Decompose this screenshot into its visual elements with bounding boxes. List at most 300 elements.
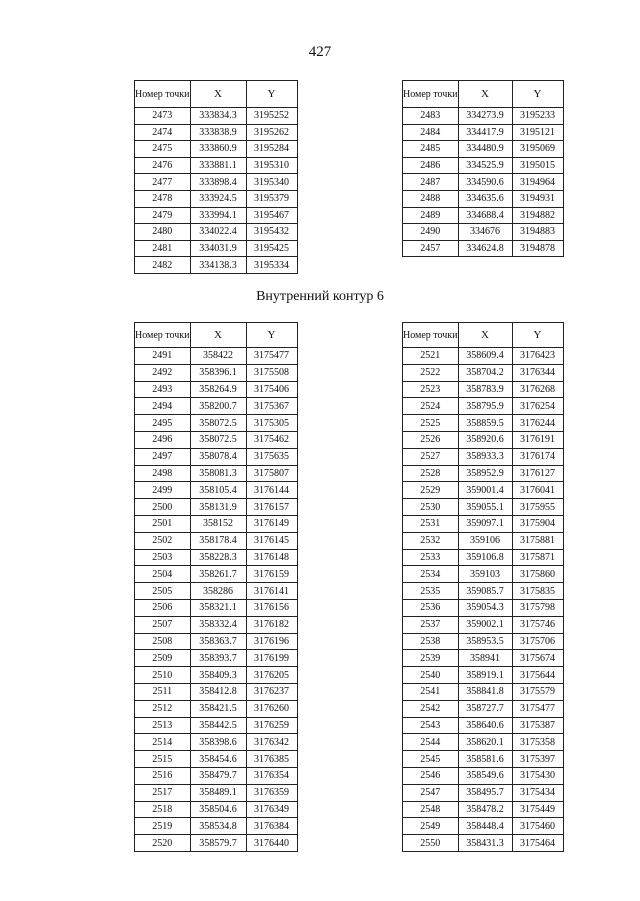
point-number-cell: 2502: [135, 532, 191, 549]
x-coordinate-cell: 358549.6: [458, 767, 512, 784]
y-coordinate-cell: 3195379: [246, 190, 297, 207]
y-coordinate-cell: 3176145: [246, 532, 297, 549]
x-coordinate-cell: 358152: [190, 515, 246, 532]
table-row: [135, 499, 298, 516]
point-number-cell: 2483: [403, 108, 459, 125]
point-number-cell: 2529: [403, 482, 459, 499]
table-row: [403, 683, 564, 700]
y-coordinate-cell: 3176359: [246, 784, 297, 801]
point-number-cell: 2496: [135, 431, 191, 448]
x-coordinate-cell: 333834.3: [190, 108, 246, 125]
table-row: [135, 818, 298, 835]
table-row: [403, 734, 564, 751]
y-header: Y: [512, 323, 563, 348]
x-coordinate-cell: 334624.8: [458, 240, 512, 257]
point-number-cell: 2511: [135, 683, 191, 700]
y-coordinate-cell: 3195284: [246, 141, 297, 158]
x-coordinate-cell: 358422: [190, 348, 246, 365]
point-number-cell: 2479: [135, 207, 191, 224]
y-coordinate-cell: 3176174: [512, 448, 563, 465]
table-row: [403, 499, 564, 516]
table-row: [135, 835, 298, 852]
y-coordinate-cell: 3176205: [246, 667, 297, 684]
y-coordinate-cell: 3175406: [246, 381, 297, 398]
table-row: [403, 415, 564, 432]
x-coordinate-cell: 358448.4: [458, 818, 512, 835]
x-coordinate-cell: 358579.7: [190, 835, 246, 852]
x-coordinate-cell: 358131.9: [190, 499, 246, 516]
y-coordinate-cell: 3176423: [512, 348, 563, 365]
point-number-cell: 2526: [403, 431, 459, 448]
y-coordinate-cell: 3176259: [246, 717, 297, 734]
point-number-header: Номер точки: [135, 81, 191, 108]
table-row: [403, 700, 564, 717]
table-row: [135, 532, 298, 549]
x-coordinate-cell: 358534.8: [190, 818, 246, 835]
y-coordinate-cell: 3175635: [246, 448, 297, 465]
point-number-cell: 2484: [403, 124, 459, 141]
y-coordinate-cell: 3176237: [246, 683, 297, 700]
y-coordinate-cell: 3194878: [512, 240, 563, 257]
y-coordinate-cell: 3195432: [246, 224, 297, 241]
point-number-cell: 2546: [403, 767, 459, 784]
x-coordinate-cell: 333881.1: [190, 157, 246, 174]
point-number-cell: 2539: [403, 650, 459, 667]
point-number-cell: 2494: [135, 398, 191, 415]
table-row: [403, 515, 564, 532]
x-coordinate-cell: 358727.7: [458, 700, 512, 717]
table-row: [403, 549, 564, 566]
y-coordinate-cell: 3175462: [246, 431, 297, 448]
y-coordinate-cell: 3175358: [512, 734, 563, 751]
point-number-header: Номер точки: [135, 323, 191, 348]
point-number-cell: 2482: [135, 257, 191, 274]
y-coordinate-cell: 3195252: [246, 108, 297, 125]
table-header-row: [403, 81, 564, 108]
table-row: [135, 364, 298, 381]
y-header: Y: [512, 81, 563, 108]
table-row: [135, 717, 298, 734]
point-number-cell: 2509: [135, 650, 191, 667]
point-number-cell: 2498: [135, 465, 191, 482]
x-coordinate-cell: 334031.9: [190, 240, 246, 257]
x-coordinate-cell: 358421.5: [190, 700, 246, 717]
table-row: [403, 240, 564, 257]
x-coordinate-cell: 358442.5: [190, 717, 246, 734]
point-number-cell: 2531: [403, 515, 459, 532]
x-coordinate-cell: 358920.6: [458, 431, 512, 448]
x-coordinate-cell: 358072.5: [190, 415, 246, 432]
point-number-cell: 2499: [135, 482, 191, 499]
point-number-cell: 2457: [403, 240, 459, 257]
point-number-cell: 2522: [403, 364, 459, 381]
x-coordinate-cell: 358332.4: [190, 616, 246, 633]
y-coordinate-cell: 3176440: [246, 835, 297, 852]
x-coordinate-cell: 359103: [458, 566, 512, 583]
table-row: [135, 257, 298, 274]
table-row: [135, 482, 298, 499]
table-row: [135, 124, 298, 141]
table-row: [135, 431, 298, 448]
y-coordinate-cell: 3195467: [246, 207, 297, 224]
point-number-cell: 2475: [135, 141, 191, 158]
y-coordinate-cell: 3195262: [246, 124, 297, 141]
y-coordinate-cell: 3176199: [246, 650, 297, 667]
table-row: [403, 381, 564, 398]
table-row: [135, 240, 298, 257]
x-coordinate-cell: 358363.7: [190, 633, 246, 650]
point-number-cell: 2540: [403, 667, 459, 684]
page-number: 427: [308, 44, 332, 60]
x-coordinate-cell: 358178.4: [190, 532, 246, 549]
x-coordinate-cell: 333860.9: [190, 141, 246, 158]
table-header-row: [403, 323, 564, 348]
table-row: [403, 448, 564, 465]
table-row: [135, 650, 298, 667]
y-coordinate-cell: 3176191: [512, 431, 563, 448]
point-number-cell: 2506: [135, 599, 191, 616]
point-number-cell: 2530: [403, 499, 459, 516]
table-row: [403, 818, 564, 835]
y-coordinate-cell: 3194882: [512, 207, 563, 224]
point-number-cell: 2515: [135, 751, 191, 768]
x-header: X: [458, 323, 512, 348]
table-row: [135, 767, 298, 784]
y-coordinate-cell: 3194883: [512, 224, 563, 241]
point-number-cell: 2541: [403, 683, 459, 700]
x-coordinate-cell: 359001.4: [458, 482, 512, 499]
x-coordinate-cell: 358393.7: [190, 650, 246, 667]
y-coordinate-cell: 3175955: [512, 499, 563, 516]
point-number-cell: 2548: [403, 801, 459, 818]
y-coordinate-cell: 3175477: [246, 348, 297, 365]
x-coordinate-cell: 358620.1: [458, 734, 512, 751]
x-coordinate-cell: 359097.1: [458, 515, 512, 532]
point-number-cell: 2533: [403, 549, 459, 566]
table-row: [403, 599, 564, 616]
x-coordinate-cell: 334273.9: [458, 108, 512, 125]
y-coordinate-cell: 3194964: [512, 174, 563, 191]
y-coordinate-cell: 3176157: [246, 499, 297, 516]
y-coordinate-cell: 3175464: [512, 835, 563, 852]
table-row: [403, 633, 564, 650]
x-header: X: [458, 81, 512, 108]
y-coordinate-cell: 3175746: [512, 616, 563, 633]
table-row: [135, 784, 298, 801]
table-row: [135, 348, 298, 365]
x-coordinate-cell: 358489.1: [190, 784, 246, 801]
y-coordinate-cell: 3175674: [512, 650, 563, 667]
y-coordinate-cell: 3176349: [246, 801, 297, 818]
table-row: [135, 667, 298, 684]
table-row: [135, 616, 298, 633]
point-number-cell: 2518: [135, 801, 191, 818]
y-coordinate-cell: 3176260: [246, 700, 297, 717]
y-coordinate-cell: 3175367: [246, 398, 297, 415]
table-row: [403, 784, 564, 801]
y-coordinate-cell: 3176182: [246, 616, 297, 633]
table-row: [403, 650, 564, 667]
x-coordinate-cell: 358261.7: [190, 566, 246, 583]
point-number-cell: 2544: [403, 734, 459, 751]
point-number-cell: 2486: [403, 157, 459, 174]
y-coordinate-cell: 3195121: [512, 124, 563, 141]
table-row: [135, 633, 298, 650]
y-coordinate-cell: 3175477: [512, 700, 563, 717]
table-row: [135, 515, 298, 532]
x-coordinate-cell: 334590.6: [458, 174, 512, 191]
table-row: [403, 583, 564, 600]
y-coordinate-cell: 3176156: [246, 599, 297, 616]
point-number-cell: 2487: [403, 174, 459, 191]
x-coordinate-cell: 358640.6: [458, 717, 512, 734]
point-number-cell: 2497: [135, 448, 191, 465]
x-coordinate-cell: 334525.9: [458, 157, 512, 174]
x-coordinate-cell: 334688.4: [458, 207, 512, 224]
table-row: [135, 157, 298, 174]
y-coordinate-cell: 3175305: [246, 415, 297, 432]
point-number-cell: 2473: [135, 108, 191, 125]
y-coordinate-cell: 3175807: [246, 465, 297, 482]
table-row: [403, 616, 564, 633]
x-coordinate-cell: 334138.3: [190, 257, 246, 274]
x-coordinate-cell: 358200.7: [190, 398, 246, 415]
point-number-cell: 2477: [135, 174, 191, 191]
table-row: [403, 124, 564, 141]
x-coordinate-cell: 334480.9: [458, 141, 512, 158]
y-coordinate-cell: 3175871: [512, 549, 563, 566]
x-coordinate-cell: 358454.6: [190, 751, 246, 768]
x-coordinate-cell: 334022.4: [190, 224, 246, 241]
point-number-cell: 2532: [403, 532, 459, 549]
y-coordinate-cell: 3195425: [246, 240, 297, 257]
x-coordinate-cell: 358933.3: [458, 448, 512, 465]
point-number-cell: 2521: [403, 348, 459, 365]
table-row: [135, 583, 298, 600]
y-coordinate-cell: 3175835: [512, 583, 563, 600]
point-number-cell: 2520: [135, 835, 191, 852]
table-row: [135, 801, 298, 818]
coordinates-table-top-left: [134, 80, 298, 274]
point-number-cell: 2550: [403, 835, 459, 852]
y-coordinate-cell: 3176041: [512, 482, 563, 499]
point-number-cell: 2543: [403, 717, 459, 734]
point-number-cell: 2513: [135, 717, 191, 734]
point-number-cell: 2480: [135, 224, 191, 241]
point-number-cell: 2490: [403, 224, 459, 241]
x-coordinate-cell: 359085.7: [458, 583, 512, 600]
table-row: [403, 667, 564, 684]
point-number-cell: 2525: [403, 415, 459, 432]
x-coordinate-cell: 358704.2: [458, 364, 512, 381]
table-row: [135, 448, 298, 465]
y-coordinate-cell: 3176196: [246, 633, 297, 650]
table-row: [403, 532, 564, 549]
y-coordinate-cell: 3176354: [246, 767, 297, 784]
point-number-cell: 2545: [403, 751, 459, 768]
y-coordinate-cell: 3175860: [512, 566, 563, 583]
y-coordinate-cell: 3175449: [512, 801, 563, 818]
point-number-cell: 2516: [135, 767, 191, 784]
y-coordinate-cell: 3175387: [512, 717, 563, 734]
table-row: [135, 398, 298, 415]
x-coordinate-cell: 358409.3: [190, 667, 246, 684]
y-coordinate-cell: 3195233: [512, 108, 563, 125]
table-row: [403, 224, 564, 241]
x-coordinate-cell: 358581.6: [458, 751, 512, 768]
x-coordinate-cell: 359055.1: [458, 499, 512, 516]
table-row: [135, 599, 298, 616]
x-coordinate-cell: 333994.1: [190, 207, 246, 224]
table-row: [403, 482, 564, 499]
point-number-cell: 2476: [135, 157, 191, 174]
y-coordinate-cell: 3175881: [512, 532, 563, 549]
table-row: [403, 801, 564, 818]
point-number-cell: 2474: [135, 124, 191, 141]
y-coordinate-cell: 3176159: [246, 566, 297, 583]
x-coordinate-cell: 358105.4: [190, 482, 246, 499]
x-coordinate-cell: 358478.2: [458, 801, 512, 818]
x-coordinate-cell: 333838.9: [190, 124, 246, 141]
y-coordinate-cell: 3175397: [512, 751, 563, 768]
point-number-cell: 2495: [135, 415, 191, 432]
x-coordinate-cell: 359106.8: [458, 549, 512, 566]
point-number-cell: 2507: [135, 616, 191, 633]
x-coordinate-cell: 334417.9: [458, 124, 512, 141]
y-coordinate-cell: 3176149: [246, 515, 297, 532]
y-coordinate-cell: 3175430: [512, 767, 563, 784]
y-coordinate-cell: 3176144: [246, 482, 297, 499]
x-coordinate-cell: 358941: [458, 650, 512, 667]
table-row: [135, 108, 298, 125]
x-header: X: [190, 81, 246, 108]
x-coordinate-cell: 358952.9: [458, 465, 512, 482]
x-coordinate-cell: 359002.1: [458, 616, 512, 633]
x-coordinate-cell: 358859.5: [458, 415, 512, 432]
table-row: [403, 207, 564, 224]
x-coordinate-cell: 358264.9: [190, 381, 246, 398]
y-coordinate-cell: 3195015: [512, 157, 563, 174]
x-coordinate-cell: 358072.5: [190, 431, 246, 448]
y-coordinate-cell: 3176254: [512, 398, 563, 415]
y-coordinate-cell: 3175904: [512, 515, 563, 532]
point-number-cell: 2534: [403, 566, 459, 583]
table-row: [135, 465, 298, 482]
section-heading: Внутренний контур 6: [256, 289, 384, 304]
x-coordinate-cell: 358228.3: [190, 549, 246, 566]
table-row: [403, 108, 564, 125]
x-coordinate-cell: 334635.6: [458, 190, 512, 207]
table-row: [403, 465, 564, 482]
point-number-cell: 2488: [403, 190, 459, 207]
point-number-cell: 2537: [403, 616, 459, 633]
point-number-cell: 2504: [135, 566, 191, 583]
point-number-cell: 2505: [135, 583, 191, 600]
y-header: Y: [246, 323, 297, 348]
table-row: [135, 683, 298, 700]
x-coordinate-cell: 358495.7: [458, 784, 512, 801]
x-coordinate-cell: 358504.6: [190, 801, 246, 818]
x-coordinate-cell: 358953.5: [458, 633, 512, 650]
coordinates-table-bottom-left: [134, 322, 298, 852]
x-coordinate-cell: 358398.6: [190, 734, 246, 751]
table-row: [135, 190, 298, 207]
y-coordinate-cell: 3176268: [512, 381, 563, 398]
point-number-cell: 2500: [135, 499, 191, 516]
table-row: [135, 566, 298, 583]
table-header-row: [135, 81, 298, 108]
y-coordinate-cell: 3195310: [246, 157, 297, 174]
table-row: [403, 717, 564, 734]
table-header-row: [135, 323, 298, 348]
y-coordinate-cell: 3176384: [246, 818, 297, 835]
table-row: [403, 751, 564, 768]
table-row: [403, 174, 564, 191]
x-coordinate-cell: 358286: [190, 583, 246, 600]
x-coordinate-cell: 358396.1: [190, 364, 246, 381]
table-row: [403, 835, 564, 852]
point-number-cell: 2542: [403, 700, 459, 717]
x-coordinate-cell: 358431.3: [458, 835, 512, 852]
x-coordinate-cell: 358412.8: [190, 683, 246, 700]
table-row: [135, 141, 298, 158]
y-coordinate-cell: 3176344: [512, 364, 563, 381]
x-coordinate-cell: 358609.4: [458, 348, 512, 365]
table-row: [135, 381, 298, 398]
point-number-cell: 2519: [135, 818, 191, 835]
table-row: [403, 190, 564, 207]
y-coordinate-cell: 3195340: [246, 174, 297, 191]
table-row: [135, 700, 298, 717]
coordinates-table-top-right: [402, 80, 564, 257]
x-coordinate-cell: 334676: [458, 224, 512, 241]
y-coordinate-cell: 3176385: [246, 751, 297, 768]
y-coordinate-cell: 3176342: [246, 734, 297, 751]
y-coordinate-cell: 3176127: [512, 465, 563, 482]
x-coordinate-cell: 358919.1: [458, 667, 512, 684]
point-number-header: Номер точки: [403, 81, 459, 108]
point-number-cell: 2527: [403, 448, 459, 465]
point-number-cell: 2549: [403, 818, 459, 835]
point-number-cell: 2503: [135, 549, 191, 566]
table-row: [403, 566, 564, 583]
x-coordinate-cell: 358078.4: [190, 448, 246, 465]
y-coordinate-cell: 3175460: [512, 818, 563, 835]
table-row: [135, 549, 298, 566]
point-number-cell: 2492: [135, 364, 191, 381]
point-number-cell: 2510: [135, 667, 191, 684]
point-number-cell: 2523: [403, 381, 459, 398]
table-row: [403, 157, 564, 174]
y-coordinate-cell: 3175508: [246, 364, 297, 381]
point-number-cell: 2524: [403, 398, 459, 415]
y-coordinate-cell: 3176244: [512, 415, 563, 432]
table-row: [403, 431, 564, 448]
y-coordinate-cell: 3175644: [512, 667, 563, 684]
table-row: [403, 767, 564, 784]
x-coordinate-cell: 333924.5: [190, 190, 246, 207]
x-coordinate-cell: 358841.8: [458, 683, 512, 700]
x-header: X: [190, 323, 246, 348]
y-coordinate-cell: 3195069: [512, 141, 563, 158]
table-row: [135, 224, 298, 241]
point-number-cell: 2512: [135, 700, 191, 717]
coordinates-table-bottom-right: [402, 322, 564, 852]
x-coordinate-cell: 358795.9: [458, 398, 512, 415]
table-row: [135, 415, 298, 432]
point-number-cell: 2485: [403, 141, 459, 158]
y-header: Y: [246, 81, 297, 108]
